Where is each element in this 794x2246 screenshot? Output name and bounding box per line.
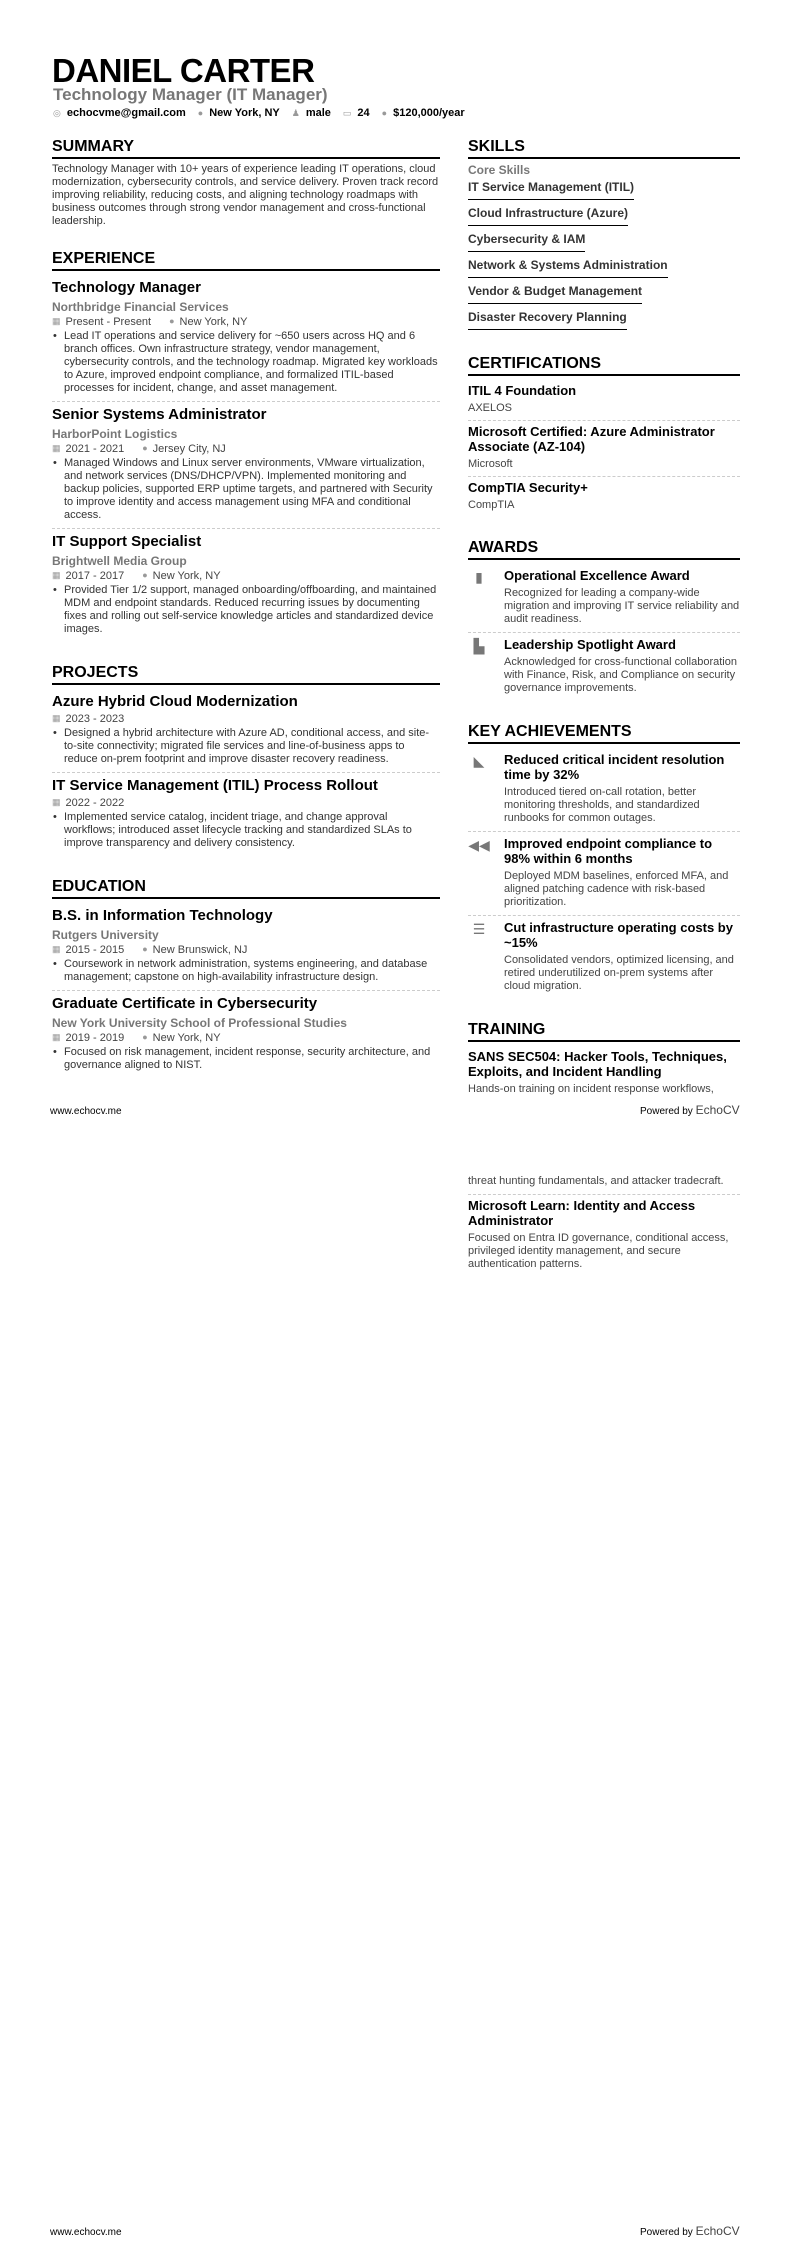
skill-item: Vendor & Budget Management — [468, 281, 642, 304]
achievement-entry — [468, 748, 740, 832]
training-desc: Hands-on training on incident response workflows, — [468, 1083, 714, 1095]
cert-title: Microsoft Certified: Azure Administrator Associate (AZ-104) — [468, 424, 715, 454]
achievement-entry — [468, 832, 740, 916]
achievement-desc: Deployed MDM baselines, enforced MFA, and aligned patching cadence with risk-based prioritization. — [504, 870, 729, 908]
entry-bullet: • Coursework in network administration, systems engineering, and database management; capstone on high-availability infrastructure design. — [52, 958, 440, 984]
training-desc: threat hunting fundamentals, and attacker tradecraft. — [468, 1175, 724, 1187]
entry-dates: 2019 - 2019 — [65, 1032, 125, 1044]
location-icon: ● — [142, 443, 148, 453]
candidate-name: DANIEL CARTER — [52, 52, 315, 89]
section-heading: AWARDS — [468, 539, 740, 560]
training-title: SANS SEC504: Hacker Tools, Techniques, Exploits, and Incident Handling — [468, 1049, 727, 1079]
section-heading: TRAINING — [468, 1021, 740, 1042]
certification-entry — [468, 421, 740, 477]
entry-org: Northbridge Financial Services — [52, 300, 229, 314]
brand-name: EchoCV — [695, 1103, 740, 1117]
footer-site[interactable]: www.echocv.me — [50, 2227, 122, 2238]
experience-entry — [52, 402, 440, 529]
cert-issuer: CompTIA — [468, 499, 515, 511]
project-entry — [52, 773, 440, 856]
rewind-icon: ◀◀ — [468, 837, 490, 853]
sliders-icon: ☰ — [472, 921, 486, 937]
calendar-icon: ▦ — [52, 570, 61, 580]
salary: $120,000/year — [393, 107, 465, 119]
section-heading: SUMMARY — [52, 138, 440, 159]
entry-dates: 2022 - 2022 — [65, 797, 125, 809]
calendar-icon: ▭ — [342, 107, 352, 118]
award-desc: Acknowledged for cross-functional collaboration with Finance, Risk, and Compliance on security governance improvements. — [504, 656, 737, 694]
cert-issuer: Microsoft — [468, 458, 513, 470]
projects-section — [52, 664, 440, 856]
calendar-icon: ▦ — [52, 1032, 61, 1042]
page2-right-column — [468, 1172, 740, 1277]
skill-item: Cybersecurity & IAM — [468, 229, 585, 252]
section-heading: SKILLS — [468, 138, 740, 159]
footer-powered — [640, 2224, 740, 2238]
experience-entry — [52, 275, 440, 402]
calendar-icon: ▦ — [52, 713, 61, 723]
skill-item: Cloud Infrastructure (Azure) — [468, 203, 628, 226]
footer-site[interactable]: www.echocv.me — [50, 1106, 122, 1117]
certification-entry — [468, 477, 740, 517]
entry-location: Jersey City, NJ — [152, 443, 226, 455]
entry-title: IT Support Specialist — [52, 533, 202, 550]
education-entry — [52, 903, 440, 991]
entry-location: New York, NY — [152, 570, 221, 582]
location-icon: ● — [142, 570, 148, 580]
job-title: Technology Manager (IT Manager) — [53, 85, 328, 104]
entry-location: New York, NY — [152, 1032, 221, 1044]
calendar-icon: ▦ — [52, 443, 61, 453]
invoice-icon: ▙ — [473, 638, 485, 654]
location-icon: ● — [169, 316, 175, 326]
entry-dates: 2015 - 2015 — [65, 944, 125, 956]
location-icon: ● — [142, 1032, 148, 1042]
cert-issuer: AXELOS — [468, 402, 513, 414]
awards-section — [468, 539, 740, 701]
training-title: Microsoft Learn: Identity and Access Administrator — [468, 1198, 696, 1228]
training-entry — [468, 1046, 740, 1102]
entry-bullet: • Focused on risk management, incident response, security architecture, and governance aligned to NIST. — [52, 1046, 440, 1072]
entry-bullet: • Managed Windows and Linux server environments, VMware virtualization, and network services (DNS/DHCP/VPN). Implemented monitoring and backup policies, supported ERP uptime targets, and partnered with Security to improve identity and access management using MFA and conditional access. — [52, 457, 440, 522]
achievement-desc: Consolidated vendors, optimized licensing, and retired underutilized on-prem systems after cloud migration. — [504, 954, 734, 992]
age: 24 — [357, 107, 370, 119]
entry-bullet: • Implemented service catalog, incident triage, and change approval workflows; introduced asset lifecycle tracking and standardized SLAs to improve transparency and delivery consistency. — [52, 811, 440, 850]
user-icon: ♟ — [291, 107, 300, 118]
entry-bullet: • Provided Tier 1/2 support, managed onboarding/offboarding, and maintained MDM and endpoint standards. Reduced recurring issues by documenting fixes and rolling out self-service knowledge articles and standardized device images. — [52, 584, 440, 636]
award-title: Operational Excellence Award — [504, 568, 690, 583]
footer-powered — [640, 1103, 740, 1117]
at-icon: ◎ — [53, 107, 61, 118]
brand-name: EchoCV — [695, 2224, 740, 2238]
award-title: Leadership Spotlight Award — [504, 637, 676, 652]
section-heading: EDUCATION — [52, 878, 440, 899]
skills-subheading: Core Skills — [468, 163, 531, 177]
skills-section — [468, 138, 740, 333]
training-desc: Focused on Entra ID governance, conditional access, privileged identity management, and secure authentication patterns. — [468, 1232, 729, 1270]
entry-org: Brightwell Media Group — [52, 554, 187, 568]
project-entry — [52, 689, 440, 773]
section-heading: CERTIFICATIONS — [468, 355, 740, 376]
entry-title: Technology Manager — [52, 279, 201, 296]
training-entry-continued — [468, 1172, 740, 1195]
summary-text: Technology Manager with 10+ years of experience leading IT operations, cloud modernization, cybersecurity controls, and service delivery. Proven track record improving reliability, reducing costs, and aligning technology roadmaps with business outcomes through strong vendor management and cross-functional leadership. — [52, 163, 439, 227]
skill-item: Network & Systems Administration — [468, 255, 668, 278]
entry-title: IT Service Management (ITIL) Process Rollout — [52, 777, 378, 794]
skill-item: Disaster Recovery Planning — [468, 307, 627, 330]
achievement-title: Improved endpoint compliance to 98% within 6 months — [504, 836, 713, 866]
entry-dates: Present - Present — [65, 316, 152, 328]
award-entry — [468, 564, 740, 633]
entry-title: B.S. in Information Technology — [52, 907, 273, 924]
cert-title: CompTIA Security+ — [468, 480, 588, 495]
achievements-section — [468, 723, 740, 999]
entry-dates: 2023 - 2023 — [65, 713, 125, 725]
entry-title: Graduate Certificate in Cybersecurity — [52, 995, 318, 1012]
skill-item: IT Service Management (ITIL) — [468, 177, 634, 200]
achievement-desc: Introduced tiered on-call rotation, better monitoring thresholds, and standardized runbooks for common outages. — [504, 786, 700, 824]
gender: male — [305, 107, 331, 119]
education-section — [52, 878, 440, 1078]
location-icon: ● — [197, 108, 204, 118]
left-column — [52, 138, 440, 1100]
email: echocvme@gmail.com — [66, 107, 186, 119]
entry-org: HarborPoint Logistics — [52, 427, 178, 441]
entry-org: New York University School of Professional Studies — [52, 1016, 347, 1030]
achievement-entry — [468, 916, 740, 999]
entry-title: Azure Hybrid Cloud Modernization — [52, 693, 298, 710]
experience-section — [52, 250, 440, 642]
entry-location: New York, NY — [179, 316, 248, 328]
right-column — [468, 138, 740, 1124]
entry-bullet: • Designed a hybrid architecture with Azure AD, conditional access, and site-to-site connectivity; migrated file services and line-of-business apps to reduce on-prem footprint and improve disaster recovery readiness. — [52, 727, 440, 766]
entry-bullet: • Lead IT operations and service delivery for ~650 users across HQ and 6 branch offices. Own infrastructure strategy, vendor management, cybersecurity controls, and the technology roadmap. Migrated key workloads to Azure, improved endpoint compliance, and formalized ITIL-based processes for incident, change, and asset management. — [52, 330, 440, 395]
entry-location: New Brunswick, NJ — [152, 944, 248, 956]
award-entry — [468, 633, 740, 701]
calendar-icon: ▦ — [52, 316, 61, 326]
powered-label: Powered by — [640, 1106, 693, 1117]
certification-entry — [468, 380, 740, 421]
education-entry — [52, 991, 440, 1078]
section-heading: EXPERIENCE — [52, 250, 440, 271]
award-desc: Recognized for leading a company-wide migration and improving IT service reliability and audit readiness. — [504, 587, 740, 625]
summary-section — [52, 138, 440, 228]
calendar-icon: ▦ — [52, 944, 61, 954]
clipboard-icon: ▮ — [475, 569, 483, 585]
achievement-title: Reduced critical incident resolution time by 32% — [504, 752, 725, 782]
entry-title: Senior Systems Administrator — [52, 406, 267, 423]
cert-title: ITIL 4 Foundation — [468, 383, 577, 398]
section-heading: KEY ACHIEVEMENTS — [468, 723, 740, 744]
entry-dates: 2021 - 2021 — [65, 443, 125, 455]
calendar-icon: ▦ — [52, 797, 61, 807]
entry-org: Rutgers University — [52, 928, 159, 942]
certifications-section — [468, 355, 740, 517]
location-icon: ● — [142, 944, 148, 954]
section-heading: PROJECTS — [52, 664, 440, 685]
powered-label: Powered by — [640, 2227, 693, 2238]
bookmark-slash-icon: ◣ — [473, 753, 485, 769]
training-section — [468, 1021, 740, 1102]
money-icon: ● — [381, 108, 388, 118]
entry-dates: 2017 - 2017 — [65, 570, 125, 582]
contact-row — [53, 107, 465, 119]
achievement-title: Cut infrastructure operating costs by ~15% — [504, 920, 733, 950]
training-entry — [468, 1195, 740, 1277]
location: New York, NY — [209, 107, 280, 119]
experience-entry — [52, 529, 440, 642]
